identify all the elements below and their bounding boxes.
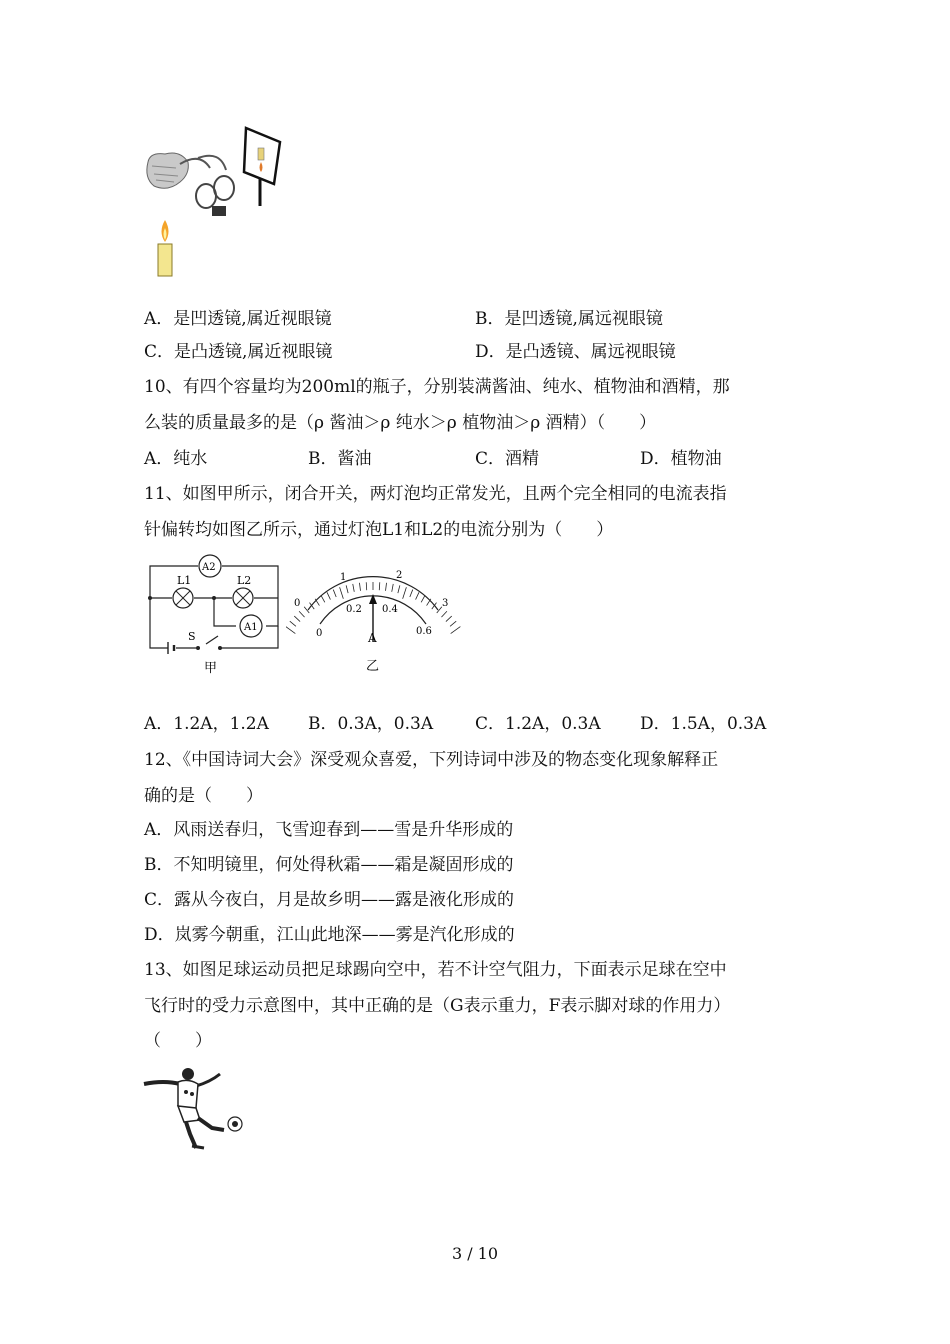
q12-option-b: B．不知明镜里，何处得秋霜——霜是凝固形成的 bbox=[144, 855, 514, 875]
label-switch: S bbox=[188, 630, 196, 643]
tick-outer-1: 1 bbox=[340, 572, 347, 583]
label-l1: L1 bbox=[177, 574, 192, 587]
dial-tick bbox=[450, 621, 456, 626]
q12-option-c: C．露从今夜白，月是故乡明——露是液化形成的 bbox=[144, 890, 515, 910]
label-a2: A2 bbox=[202, 562, 216, 573]
q11-option-c: C．1.2A，0.3A bbox=[475, 714, 601, 734]
page-number: 3 / 10 bbox=[451, 1244, 499, 1263]
figure-label-yi: 乙 bbox=[366, 659, 380, 674]
q13-stem-line3: （ ） bbox=[144, 1031, 212, 1051]
tick-inner-1: 0.2 bbox=[346, 604, 362, 615]
q11-option-a: A．1.2A，1.2A bbox=[144, 714, 269, 734]
dial-tick bbox=[353, 584, 354, 592]
dial-tick bbox=[359, 583, 360, 591]
dial-tick bbox=[421, 595, 425, 602]
q12-stem-line1: 12、《中国诗词大会》深受观众喜爱，下列诗词中涉及的物态变化现象解释正 bbox=[144, 750, 719, 770]
q10-stem-line2: 么装的质量最多的是（ρ 酱油＞ρ 纯水＞ρ 植物油＞ρ 酒精）（ ） bbox=[144, 413, 657, 433]
q13-stem-line1: 13、如图足球运动员把足球踢向空中，若不计空气阻力，下面表示足球在空中 bbox=[144, 960, 727, 980]
label-l2: L2 bbox=[237, 574, 252, 587]
tick-outer-0: 0 bbox=[294, 598, 301, 609]
q10-option-b: B．酱油 bbox=[308, 449, 372, 469]
q10-stem-line1: 10、有四个容量均为200ml的瓶子，分别装满酱油、纯水、植物油和酒精，那 bbox=[144, 377, 730, 397]
dial-tick bbox=[340, 587, 344, 598]
dial-tick bbox=[346, 585, 348, 593]
q12-stem-line2: 确的是（ ） bbox=[144, 786, 263, 806]
tick-inner-3: 0.6 bbox=[416, 626, 432, 637]
dial-tick bbox=[416, 592, 419, 599]
tick-inner-2: 0.4 bbox=[382, 604, 398, 615]
dial-tick bbox=[398, 585, 400, 593]
dial-tick bbox=[386, 583, 387, 591]
dial-tick bbox=[327, 592, 330, 599]
figure-label-jia: 甲 bbox=[204, 661, 218, 676]
q13-stem-line2: 飞行时的受力示意图中，其中正确的是（G表示重力，F表示脚对球的作用力） bbox=[144, 996, 731, 1016]
dial-tick bbox=[441, 611, 446, 617]
dial-tick bbox=[321, 595, 325, 602]
q9-option-c: C．是凸透镜,属近视眼镜 bbox=[144, 342, 333, 362]
dial-tick bbox=[290, 621, 296, 626]
q9-option-a: A．是凹透镜,属近视眼镜 bbox=[144, 309, 332, 329]
dial-tick bbox=[446, 616, 452, 621]
q11-option-d: D．1.5A，0.3A bbox=[640, 714, 767, 734]
ammeter-dial-yi bbox=[286, 564, 461, 679]
circuit-diagram-jia bbox=[140, 548, 285, 678]
tick-outer-3: 3 bbox=[442, 598, 449, 609]
dial-tick bbox=[410, 590, 413, 597]
q12-option-a: A．风雨送春归，飞雪迎春到——雪是升华形成的 bbox=[144, 820, 514, 840]
dial-unit: A bbox=[368, 631, 377, 645]
dial-tick bbox=[403, 587, 407, 598]
tick-outer-2: 2 bbox=[396, 570, 403, 581]
q11-stem-line1: 11、如图甲所示，闭合开关，两灯泡均正常发光，且两个完全相同的电流表指 bbox=[144, 484, 727, 504]
q11-option-b: B．0.3A，0.3A bbox=[308, 714, 434, 734]
dial-tick bbox=[286, 627, 295, 634]
q10-option-a: A．纯水 bbox=[144, 449, 208, 469]
q10-option-c: C．酒精 bbox=[475, 449, 540, 469]
dial-tick bbox=[379, 582, 380, 590]
dial-tick bbox=[299, 611, 304, 617]
dial-tick bbox=[294, 616, 300, 621]
q9-option-d: D．是凸透镜、属远视眼镜 bbox=[475, 342, 676, 362]
q11-stem-line2: 针偏转均如图乙所示，通过灯泡L1和L2的电流分别为（ ） bbox=[144, 520, 614, 540]
lens-experiment-figure bbox=[140, 122, 290, 282]
q12-option-d: D．岚雾今朝重，江山此地深——雾是汽化形成的 bbox=[144, 925, 515, 945]
dial-tick bbox=[392, 584, 393, 592]
dial-tick bbox=[333, 590, 336, 597]
football-player-figure bbox=[140, 1064, 255, 1154]
tick-inner-0: 0 bbox=[316, 628, 323, 639]
label-a1: A1 bbox=[244, 622, 258, 633]
q10-option-d: D．植物油 bbox=[640, 449, 722, 469]
q9-option-b: B．是凹透镜,属远视眼镜 bbox=[475, 309, 663, 329]
dial-tick bbox=[451, 627, 461, 634]
dial-tick bbox=[366, 582, 367, 590]
